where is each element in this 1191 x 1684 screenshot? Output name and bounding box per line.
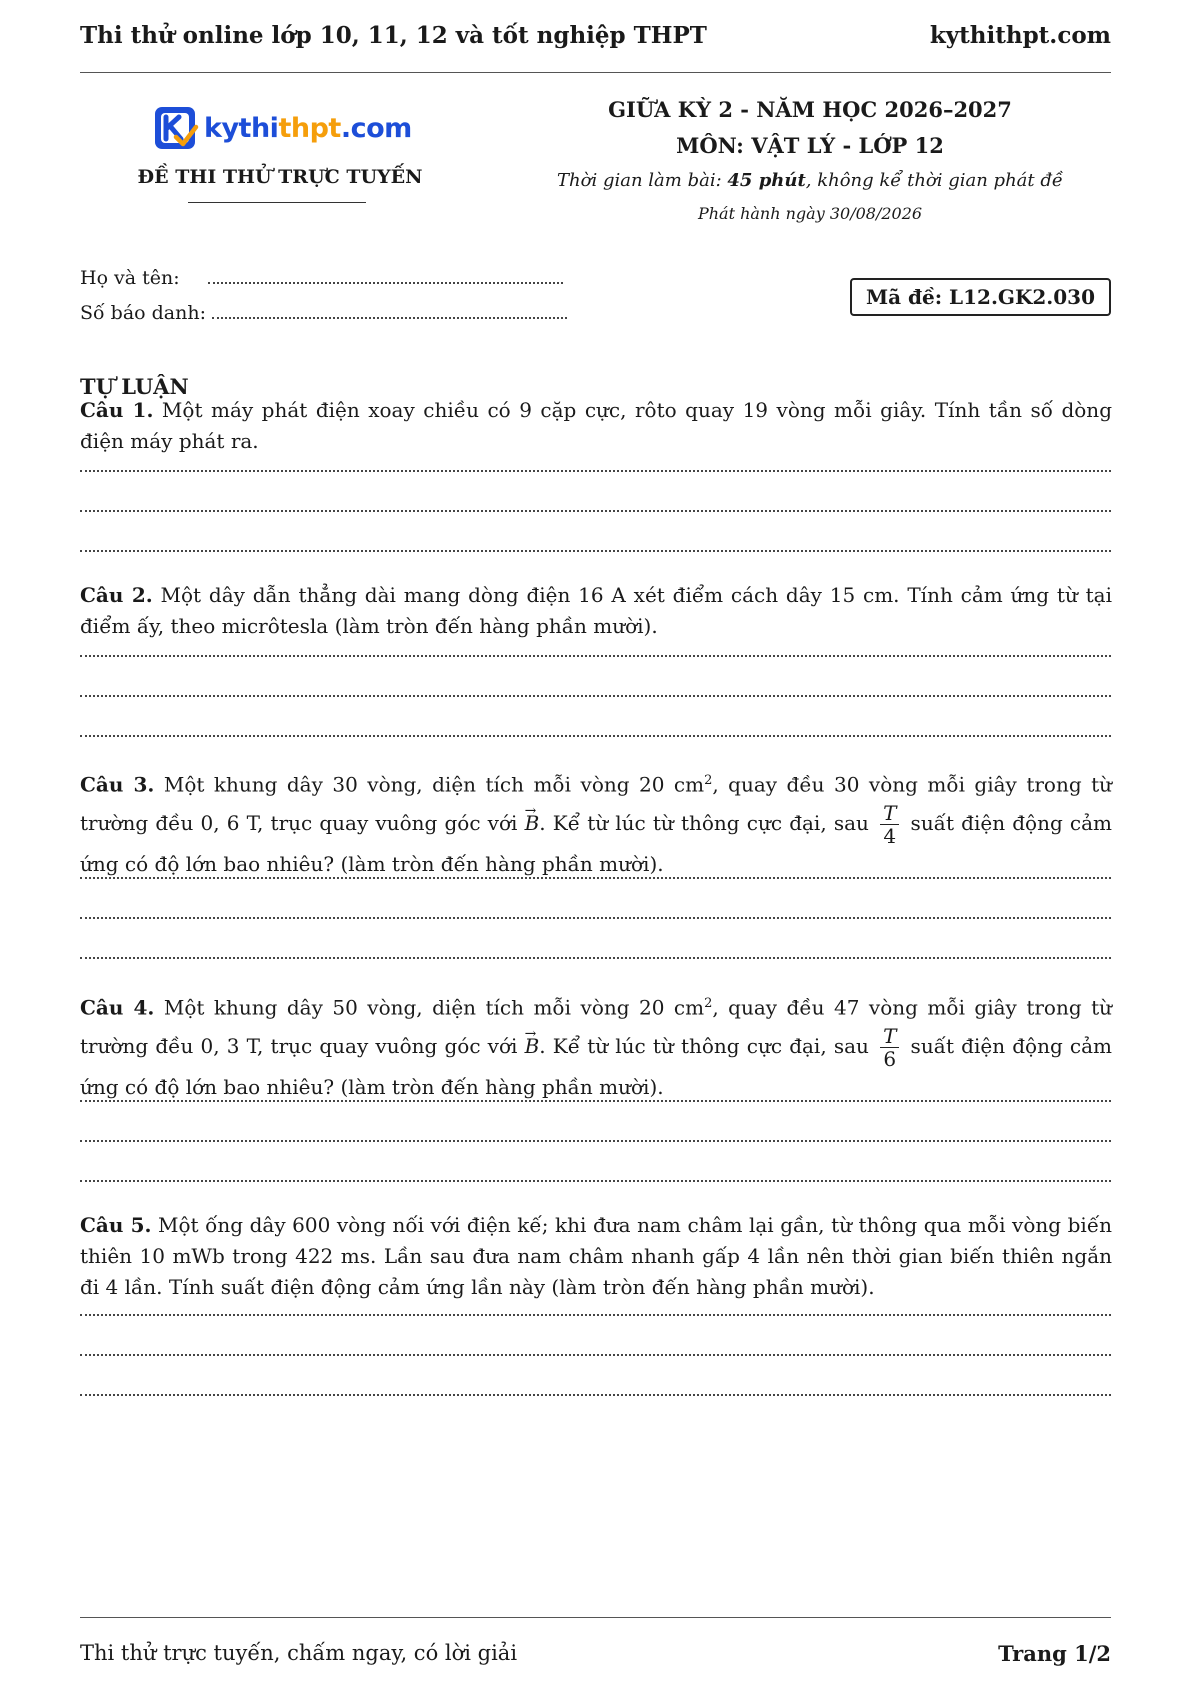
fraction-numerator: T — [880, 1025, 899, 1048]
answer-line[interactable] — [80, 655, 1111, 657]
footer-divider — [80, 1617, 1111, 1618]
duration-prefix: Thời gian làm bài: — [557, 170, 728, 191]
answer-line[interactable] — [80, 1100, 1111, 1102]
footer-tagline: Thi thử trực tuyến, chấm ngay, có lời giải — [80, 1641, 518, 1665]
question-1 — [80, 395, 1112, 457]
answer-line[interactable] — [80, 1140, 1111, 1142]
question-text: Một ống dây 600 vòng nối với điện kế; khi đưa nam châm lại gần, từ thông qua mỗi vòng biến thiên 10 mWb trong 422 ms. Lần sau đưa nam châm nhanh gấp 4 lần nên thời gian biến thiên ngắn đi 4 lần. Tính suất điện động cảm ứng lần này (làm tròn đến hàng phần mười). — [80, 1213, 1113, 1299]
fraction-numerator: T — [880, 802, 899, 825]
exam-duration — [540, 170, 1080, 191]
answer-line[interactable] — [80, 1354, 1111, 1356]
answer-line[interactable] — [80, 510, 1111, 512]
question-label: Câu 4. — [80, 995, 155, 1020]
question-text: Một dây dẫn thẳng dài mang dòng điện 16 A xét điểm cách dây 15 cm. Tính cảm ứng từ tại điểm ấy, theo micrôtesla (làm tròn đến hàng phần mười). — [80, 583, 1113, 638]
logo-k-icon — [152, 103, 200, 153]
fraction-denominator: 4 — [883, 823, 897, 848]
duration-suffix: , không kể thời gian phát đề — [805, 170, 1063, 191]
answer-line[interactable] — [80, 470, 1111, 472]
question-label: Câu 2. — [80, 583, 153, 607]
answer-line[interactable] — [80, 1394, 1111, 1396]
question-5 — [80, 1210, 1112, 1303]
fraction — [880, 1025, 899, 1070]
question-text-part: suất điện động cảm ứng có độ lớn bao nhiêu? (làm tròn đến hàng phần mười). — [80, 810, 1112, 876]
answer-line[interactable] — [80, 957, 1111, 959]
question-text-part: . Kể từ lúc từ thông cực đại, sau — [539, 810, 877, 835]
logo-text-com: .com — [340, 112, 412, 144]
superscript: 2 — [704, 773, 713, 788]
question-2 — [80, 580, 1112, 642]
exam-title: GIỮA KỲ 2 - NĂM HỌC 2026–2027 — [608, 97, 1012, 122]
release-date: Phát hành ngày 30/08/2026 — [697, 204, 923, 223]
question-text-part: , quay đều 47 vòng mỗi giây trong từ trường đều 0, 3 T, trục quay vuông góc với — [80, 995, 1113, 1058]
logo-text-kythi: kythi — [204, 112, 279, 144]
answer-line[interactable] — [80, 695, 1111, 697]
question-text: Một máy phát điện xoay chiều có 9 cặp cực, rôto quay 19 vòng mỗi giây. Tính tần số dòng điện máy phát ra. — [80, 398, 1112, 453]
question-3 — [80, 764, 1112, 881]
question-text-part: Một khung dây 50 vòng, diện tích mỗi vòng 20 cm — [163, 995, 705, 1020]
duration-value: 45 phút — [727, 170, 806, 191]
vector-b: → B — [525, 1034, 540, 1058]
candidate-id-field[interactable] — [212, 317, 567, 319]
superscript: 2 — [704, 996, 713, 1011]
answer-line[interactable] — [80, 735, 1111, 737]
page-number: Trang 1/2 — [998, 1641, 1111, 1666]
answer-line[interactable] — [80, 1180, 1111, 1182]
exam-subject: MÔN: VẬT LÝ - LỚP 12 — [676, 133, 944, 158]
header-site-url: kythithpt.com — [929, 22, 1111, 49]
candidate-name-label: Họ và tên: — [80, 267, 180, 289]
question-text-part: , quay đều 30 vòng mỗi giây trong từ trường đều 0, 6 T, trục quay vuông góc với — [80, 772, 1113, 835]
header-divider — [80, 72, 1111, 73]
answer-line[interactable] — [80, 877, 1111, 879]
logo-wordmark — [204, 113, 412, 144]
section-heading: TỰ LUẬN — [80, 374, 189, 399]
question-label: Câu 5. — [80, 1213, 152, 1237]
candidate-id-label: Số báo danh: — [80, 302, 207, 324]
question-label: Câu 1. — [80, 398, 154, 422]
fraction — [880, 802, 899, 847]
question-4 — [80, 987, 1112, 1104]
vector-b: → B — [525, 811, 540, 835]
question-text-part: Một khung dây 30 vòng, diện tích mỗi vòng 20 cm — [163, 772, 705, 797]
candidate-name-row — [80, 267, 563, 289]
question-text-part: suất điện động cảm ứng có độ lớn bao nhiêu? (làm tròn đến hàng phần mười). — [80, 1033, 1112, 1099]
online-exam-subtitle: ĐỀ THI THỬ TRỰC TUYẾN — [137, 166, 423, 188]
subtitle-underline — [188, 202, 366, 203]
logo-text-thpt: thpt — [278, 112, 341, 144]
fraction-denominator: 6 — [883, 1046, 897, 1071]
candidate-name-field[interactable] — [208, 282, 563, 284]
header-site-tagline: Thi thử online lớp 10, 11, 12 và tốt nghiệp THPT — [80, 22, 707, 49]
question-text-part: . Kể từ lúc từ thông cực đại, sau — [539, 1033, 877, 1058]
exam-code-box: Mã đề: L12.GK2.030 — [850, 278, 1111, 316]
site-logo — [152, 102, 412, 154]
question-label: Câu 3. — [80, 772, 155, 797]
candidate-id-row — [80, 302, 567, 324]
answer-line[interactable] — [80, 1314, 1111, 1316]
answer-line[interactable] — [80, 550, 1111, 552]
answer-line[interactable] — [80, 917, 1111, 919]
